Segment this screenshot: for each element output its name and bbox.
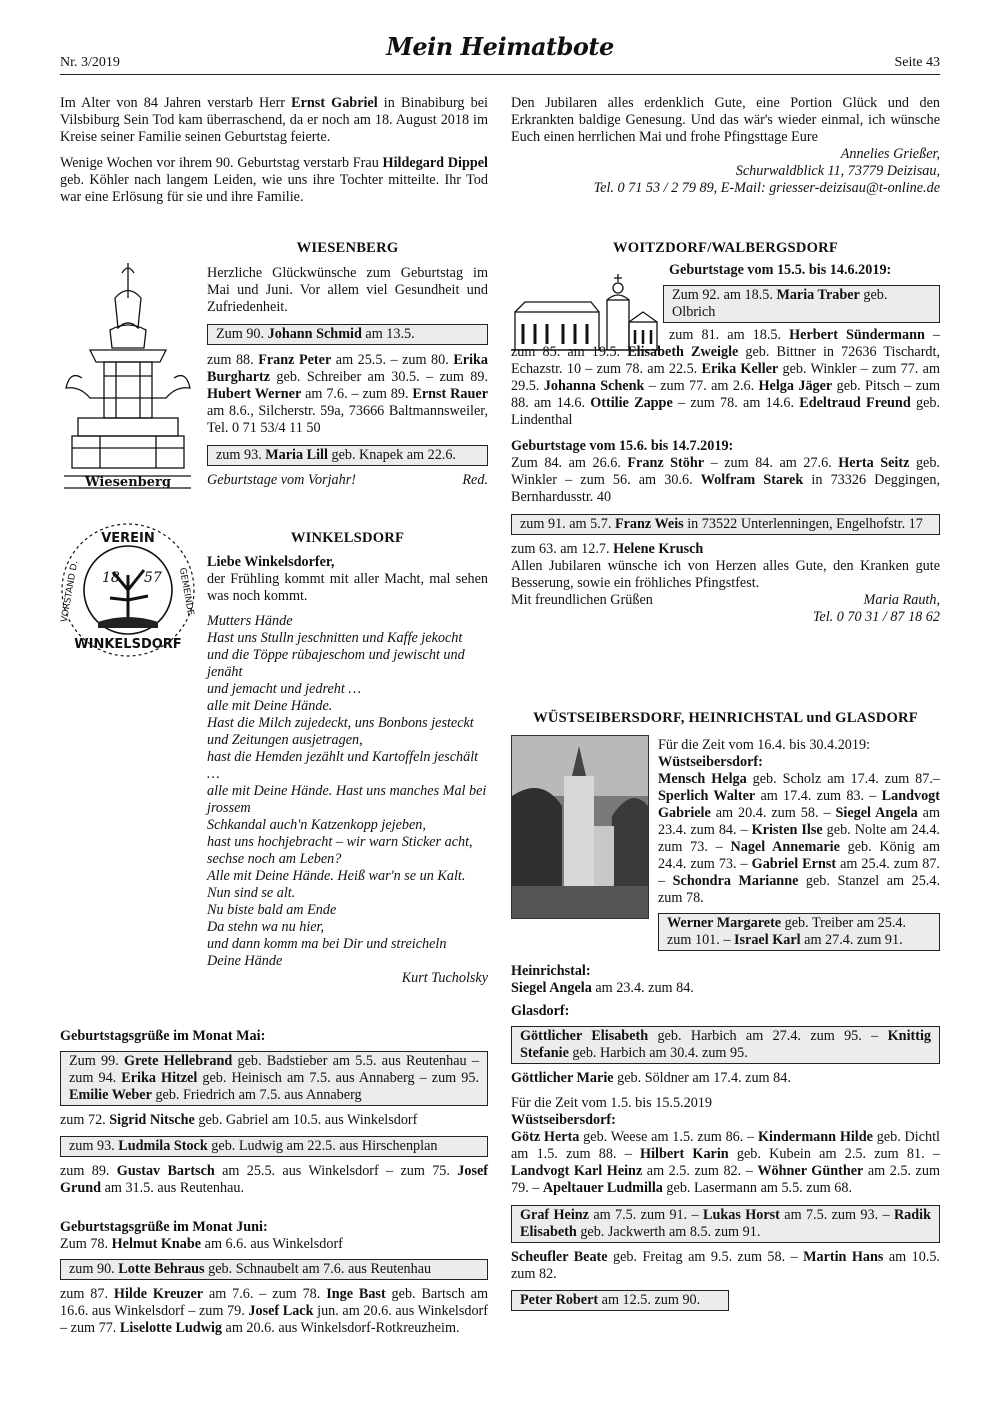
section-wuestseibersdorf — [511, 710, 940, 1311]
highlight-box: zum 91. am 5.7. Franz Weis in 73522 Unterlenningen, Engelhofstr. 17 — [511, 514, 940, 535]
highlight-box: Zum 99. Grete Hellebrand geb. Badstieber am 5.5. aus Reutenhau – zum 94. Erika Hitzel geb. Heinisch am 7.5. aus Annaberg – zum 95. Emilie Weber geb. Friedrich am 7.5. aus Annaberg — [60, 1051, 488, 1106]
section-title: WÜSTSEIBERSDORF, HEINRICHSTAL und GLASDORF — [533, 710, 918, 726]
poem-line: hast die Hemden jezählt und Kartoffeln jeschält … — [207, 749, 479, 782]
winkelsdorf-intro: der Frühling kommt mit aller Macht, mal sehen was noch kommt. — [207, 571, 488, 604]
poem-line: Nu biste bald am Ende — [207, 902, 337, 918]
poem-line: Mutters Hände — [207, 613, 293, 629]
birthday-list: zum 81. am 18.5. Herbert Sündermann – zum 85. am 19.5. Elisabeth Zweigle geb. Bittner in 72636 Tischardt, Echazstr. 10 – zum 78. am 22.5. Erika Keller geb. Winkler – zum 77. am 29.5. Johanna Schenk – zum 77. am 2.6. Helga Jäger geb. Pitsch – zum 88. am 14.6. Ottilie Zappe – zum 78. am 14.6. Edeltraud Freund geb. Lindenthal — [511, 327, 941, 428]
period-heading: Für die Zeit vom 1.5. bis 15.5.2019 — [511, 1095, 712, 1111]
poem-line: hast uns hochjebracht – wir warn Sticker acht, — [207, 834, 473, 850]
svg-text:VORSTAND D.: VORSTAND D. — [59, 560, 81, 624]
svg-text:WINKELSDORF: WINKELSDORF — [74, 637, 182, 652]
closing-wishes — [511, 95, 940, 197]
place-heading: Heinrichstal: — [511, 963, 591, 979]
birthday-line: Göttlicher Marie geb. Söldner am 17.4. zum 84. — [511, 1070, 791, 1086]
poem-line: Hast uns Stulln jeschnitten und Kaffe jekocht — [207, 630, 463, 646]
greeting: Liebe Winkelsdorfer, — [207, 554, 335, 570]
obituaries — [60, 95, 488, 206]
birthday-list: Götz Herta geb. Weese am 1.5. zum 86. – Kindermann Hilde geb. Dichtl am 1.5. zum 88. – Hilbert Karin geb. Kubein am 2.5. zum 81. – Landvogt Karl Heinz am 2.5. zum 82. – Wöhner Günther am 2.5. zum 79. – Apeltauer Ludmilla geb. Lasermann am 5.5. zum 68. — [511, 1129, 940, 1196]
birthday-list: zum 88. Franz Peter am 25.5. – zum 80. Erika Burghartz geb. Schreiber am 30.5. – zum 89. Hubert Werner am 7.6. – zum 89. Ernst Rauer am 8.6., Silcherstr. 59a, 73666 Baltmannsweiler, Tel. 0 71 53/4 11 50 — [207, 352, 488, 436]
place-heading: Wüstseibersdorf: — [511, 1112, 616, 1128]
svg-text:VEREIN: VEREIN — [101, 531, 155, 546]
poem-line: Da stehn wa nu hier, — [207, 919, 325, 935]
birthday-list: Zum 84. am 26.6. Franz Stöhr – zum 84. am 27.6. Herta Seitz geb. Winkler – zum 56. am 30.6. Wolfram Starek in 73326 Deggingen, Bernhardusstr. 40 — [511, 455, 940, 505]
section-title: WIESENBERG — [296, 240, 399, 256]
signature-address: Schurwaldblick 11, 73779 Deizisau, — [735, 163, 940, 179]
section-title: Geburtstagsgrüße im Monat Mai: — [60, 1028, 266, 1044]
poem-line: alle mit Deine Hände. Hast uns manches Mal bei jrossem — [207, 783, 487, 816]
birthday-line: zum 72. Sigrid Nitsche geb. Gabriel am 10.5. aus Winkelsdorf — [60, 1112, 418, 1128]
place-heading: Glasdorf: — [511, 1003, 570, 1019]
highlight-box: Zum 90. Johann Schmid am 13.5. — [207, 324, 488, 345]
wiesenberg-fountain-image — [60, 258, 195, 490]
highlight-box: Zum 92. am 18.5. Maria Traber geb. Olbrich — [663, 285, 940, 323]
page-header — [60, 32, 940, 75]
signature-tel: Tel. 0 70 31 / 87 18 62 — [812, 609, 940, 625]
subheading: Geburtstage vom 15.6. bis 14.7.2019: — [511, 438, 734, 454]
poem-line: und die Töppe rübajeschom und jewischt und jenäht — [207, 647, 465, 680]
highlight-box: zum 93. Ludmila Stock geb. Ludwig am 22.5. aus Hirschenplan — [60, 1136, 488, 1157]
poem — [207, 613, 488, 970]
birthday-line: zum 89. Gustav Bartsch am 25.5. aus Winkelsdorf – zum 75. Josef Grund am 31.5. aus Reutenhau. — [60, 1163, 488, 1196]
highlight-box: zum 90. Lotte Behraus geb. Schnaubelt am 7.6. aus Reutenhau — [60, 1259, 488, 1280]
highlight-box: Göttlicher Elisabeth geb. Harbich am 27.4. zum 95. – Knittig Stefanie geb. Harbich am 30.4. zum 95. — [511, 1026, 940, 1064]
poem-line: alle mit Deine Hände. — [207, 698, 333, 714]
wiesenberg-image-label: Wiesenberg — [85, 475, 171, 490]
svg-text:GEMEINDE: GEMEINDE — [176, 567, 196, 617]
signature-contact: Tel. 0 71 53 / 2 79 89, E-Mail: griesser-deizisau@t-online.de — [593, 180, 940, 196]
section-title: WINKELSDORF — [290, 530, 405, 546]
wishes-text: Den Jubilaren alles erdenklich Gute, eine Portion Glück und den Erkrankten baldige Genesung. Und das wär's wieder einmal, ich wünsche Euch einen herrlichen Mai und frohe Pfingsttage Eure — [511, 95, 940, 145]
poem-line: Alle mit Deine Hände. Heiß war'n se un Kalt. — [207, 868, 466, 884]
birthday-line: Siegel Angela am 23.4. zum 84. — [511, 980, 694, 996]
section-winkelsdorf — [207, 530, 488, 987]
footnote: Geburtstage vom Vorjahr! Red. — [207, 472, 488, 488]
page-number: Seite 43 — [894, 55, 940, 70]
section-mai — [60, 1028, 488, 1197]
closing-text: Allen Jubilaren wünsche ich von Herzen alles Gute, den Kranken gute Besserung, sowie ein fröhliches Pfingstfest. — [511, 558, 940, 591]
poem-line: Hast die Milch zujedeckt, uns Bonbons jesteckt — [207, 715, 474, 731]
masthead-logo: Mein Heimatbote — [386, 32, 614, 61]
section-title: Geburtstagsgrüße im Monat Juni: — [60, 1219, 268, 1235]
svg-text:18: 18 — [102, 570, 120, 586]
poem-line: Schkandal auch'n Katzenkopp jejeben, — [207, 817, 426, 833]
birthday-line: Scheufler Beate geb. Freitag am 9.5. zum 58. – Martin Hans am 10.5. zum 82. — [511, 1249, 940, 1282]
subheading: Geburtstage vom 15.5. bis 14.6.2019: — [669, 262, 892, 278]
issue-number: Nr. 3/2019 — [60, 55, 120, 70]
svg-text:57: 57 — [144, 570, 162, 586]
wuest-period-1: Für die Zeit vom 16.4. bis 30.4.2019: Wüstseibersdorf: Mensch Helga geb. Scholz am 17.4. zum 87.– Sperlich Walter am 17.4. zum 83. – Landvogt Gabriele am 20.4. zum 58. – Siegel Angela am 23.4. zum 84. – Kristen Ilse geb. Nolte am 24.4. zum 73. – Nagel Annemarie geb. König am 24.4. zum 73. – Gabriel Ernst am 25.4. zum 87. – Schondra Marianne geb. Stanzel am 25.4. zum 78. Werner Margarete geb. Treiber am 25.4. zum 101. – Israel Karl am 27.4. zum 91. — [658, 737, 940, 951]
birthday-line: zum 87. Hilde Kreuzer am 7.6. – zum 78. Inge Bast geb. Bartsch am 16.6. aus Winkelsdorf – zum 79. Josef Lack jun. am 20.6. aus Winkelsdorf – zum 77. Liselotte Ludwig am 20.6. aus Winkelsdorf-Rotkreuzheim. — [60, 1286, 489, 1336]
wiesenberg-intro: Herzliche Glückwünsche zum Geburtstag im Mai und Juni. Vor allem viel Gesundheit und Zufriedenheit. — [207, 265, 488, 315]
signature: Mit freundlichen Grüßen Maria Rauth, — [511, 592, 940, 608]
section-title: WOITZDORF/WALBERGSDORF — [613, 240, 838, 256]
poem-line: und jemacht und jedreht … — [207, 681, 361, 697]
section-wiesenberg — [207, 240, 488, 489]
poem-line: Deine Hände — [207, 953, 283, 969]
poem-author: Kurt Tucholsky — [401, 970, 488, 986]
poem-line: sechse noch am Leben? — [207, 851, 342, 867]
signature-name: Annelies Grießer, — [840, 146, 940, 162]
birthday-line: Zum 78. Helmut Knabe am 6.6. aus Winkelsdorf — [60, 1236, 343, 1252]
section-juni — [60, 1219, 488, 1337]
section-woitzdorf — [511, 240, 940, 626]
highlight-box: Graf Heinz am 7.5. zum 91. – Lukas Horst am 7.5. zum 93. – Radik Elisabeth geb. Jackwerth am 8.5. zum 91. — [511, 1205, 940, 1243]
poem-line: und Zeitungen ausjetragen, — [207, 732, 363, 748]
winkelsdorf-seal-image — [58, 520, 198, 660]
poem-line: und dann komm ma bei Dir und streicheln — [207, 936, 447, 952]
birthday-line: zum 63. am 12.7. Helene Krusch — [511, 541, 704, 557]
obituary-1: Im Alter von 84 Jahren verstarb Herr Ernst Gabriel in Binabiburg bei Vilsbiburg Sein Tod kam überraschend, da er noch am 18. August 2018 im Kreise seiner Familie seinen Geburtstag feierte. — [60, 95, 488, 145]
obituary-2: Wenige Wochen vor ihrem 90. Geburtstag verstarb Frau Hildegard Dippel geb. Köhler nach langem Leiden, wie uns ihre Tochter mitteilte. Ihr Tod war eine Erlösung für sie und ihre Familie. — [60, 155, 488, 205]
highlight-box: zum 93. Maria Lill geb. Knapek am 22.6. — [207, 445, 488, 466]
poem-line: Nun sind se alt. — [207, 885, 296, 901]
highlight-box: Peter Robert am 12.5. zum 90. — [511, 1290, 729, 1311]
highlight-box: Werner Margarete geb. Treiber am 25.4. zum 101. – Israel Karl am 27.4. zum 91. — [658, 913, 940, 951]
